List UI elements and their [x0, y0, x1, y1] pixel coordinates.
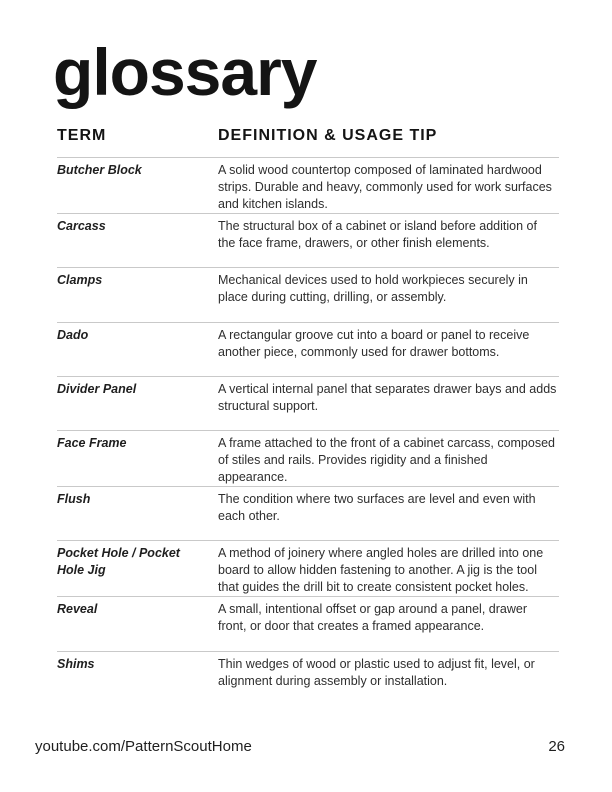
- term-definition: Mechanical devices used to hold workpieces securely in place during cutting, drilling, or assembly.: [218, 273, 528, 305]
- column-header-term: TERM: [57, 127, 107, 144]
- table-row: [57, 540, 559, 596]
- term-label: Divider Panel: [57, 381, 137, 396]
- term-definition: A small, intentional offset or gap around a panel, drawer front, or door that creates a framed appearance.: [218, 602, 527, 634]
- term-definition: A rectangular groove cut into a board or panel to receive another piece, commonly used for drawer bottoms.: [218, 327, 530, 359]
- page-footer: [35, 738, 565, 755]
- term-label: Flush: [57, 492, 91, 507]
- column-header-definition: DEFINITION & USAGE TIP: [218, 127, 438, 144]
- table-header-row: [57, 126, 559, 158]
- term-label: Reveal: [57, 602, 98, 617]
- term-label: Dado: [57, 327, 89, 342]
- term-definition: The condition where two surfaces are level and even with each other.: [218, 492, 536, 524]
- table-row: [57, 267, 559, 321]
- table-row: [57, 213, 559, 267]
- table-row: [57, 376, 559, 430]
- glossary-table: [57, 126, 559, 705]
- page-title: glossary: [53, 35, 317, 109]
- table-row: [57, 651, 559, 705]
- term-definition: The structural box of a cabinet or island before addition of the face frame, drawers, or other finish elements.: [218, 219, 537, 250]
- term-label: Face Frame: [57, 436, 127, 451]
- table-row: [57, 596, 559, 650]
- term-label: Carcass: [57, 219, 106, 233]
- page-number: 26: [548, 738, 565, 755]
- term-definition: A frame attached to the front of a cabinet carcass, composed of stiles and rails. Provides rigidity and a finished appearance.: [218, 436, 555, 485]
- term-label: Clamps: [57, 273, 103, 288]
- term-label: Butcher Block: [57, 163, 142, 177]
- term-label: Pocket Hole / Pocket Hole Jig: [57, 546, 180, 578]
- term-definition: Thin wedges of wood or plastic used to adjust fit, level, or alignment during assembly or installation.: [218, 656, 535, 688]
- table-row: [57, 430, 559, 486]
- term-definition: A vertical internal panel that separates drawer bays and adds structural support.: [218, 381, 557, 413]
- footer-channel-link[interactable]: youtube.com/PatternScoutHome: [35, 738, 252, 755]
- table-row: [57, 322, 559, 376]
- term-definition: A solid wood countertop composed of laminated hardwood strips. Durable and heavy, commonly used for work surfaces and kitchen islands.: [218, 163, 552, 211]
- term-label: Shims: [57, 656, 95, 671]
- table-row: [57, 158, 559, 213]
- term-definition: A method of joinery where angled holes are drilled into one board to allow hidden fastening to another. A jig is the tool that guides the drill bit to create consistent pocket holes.: [218, 546, 544, 595]
- table-row: [57, 486, 559, 540]
